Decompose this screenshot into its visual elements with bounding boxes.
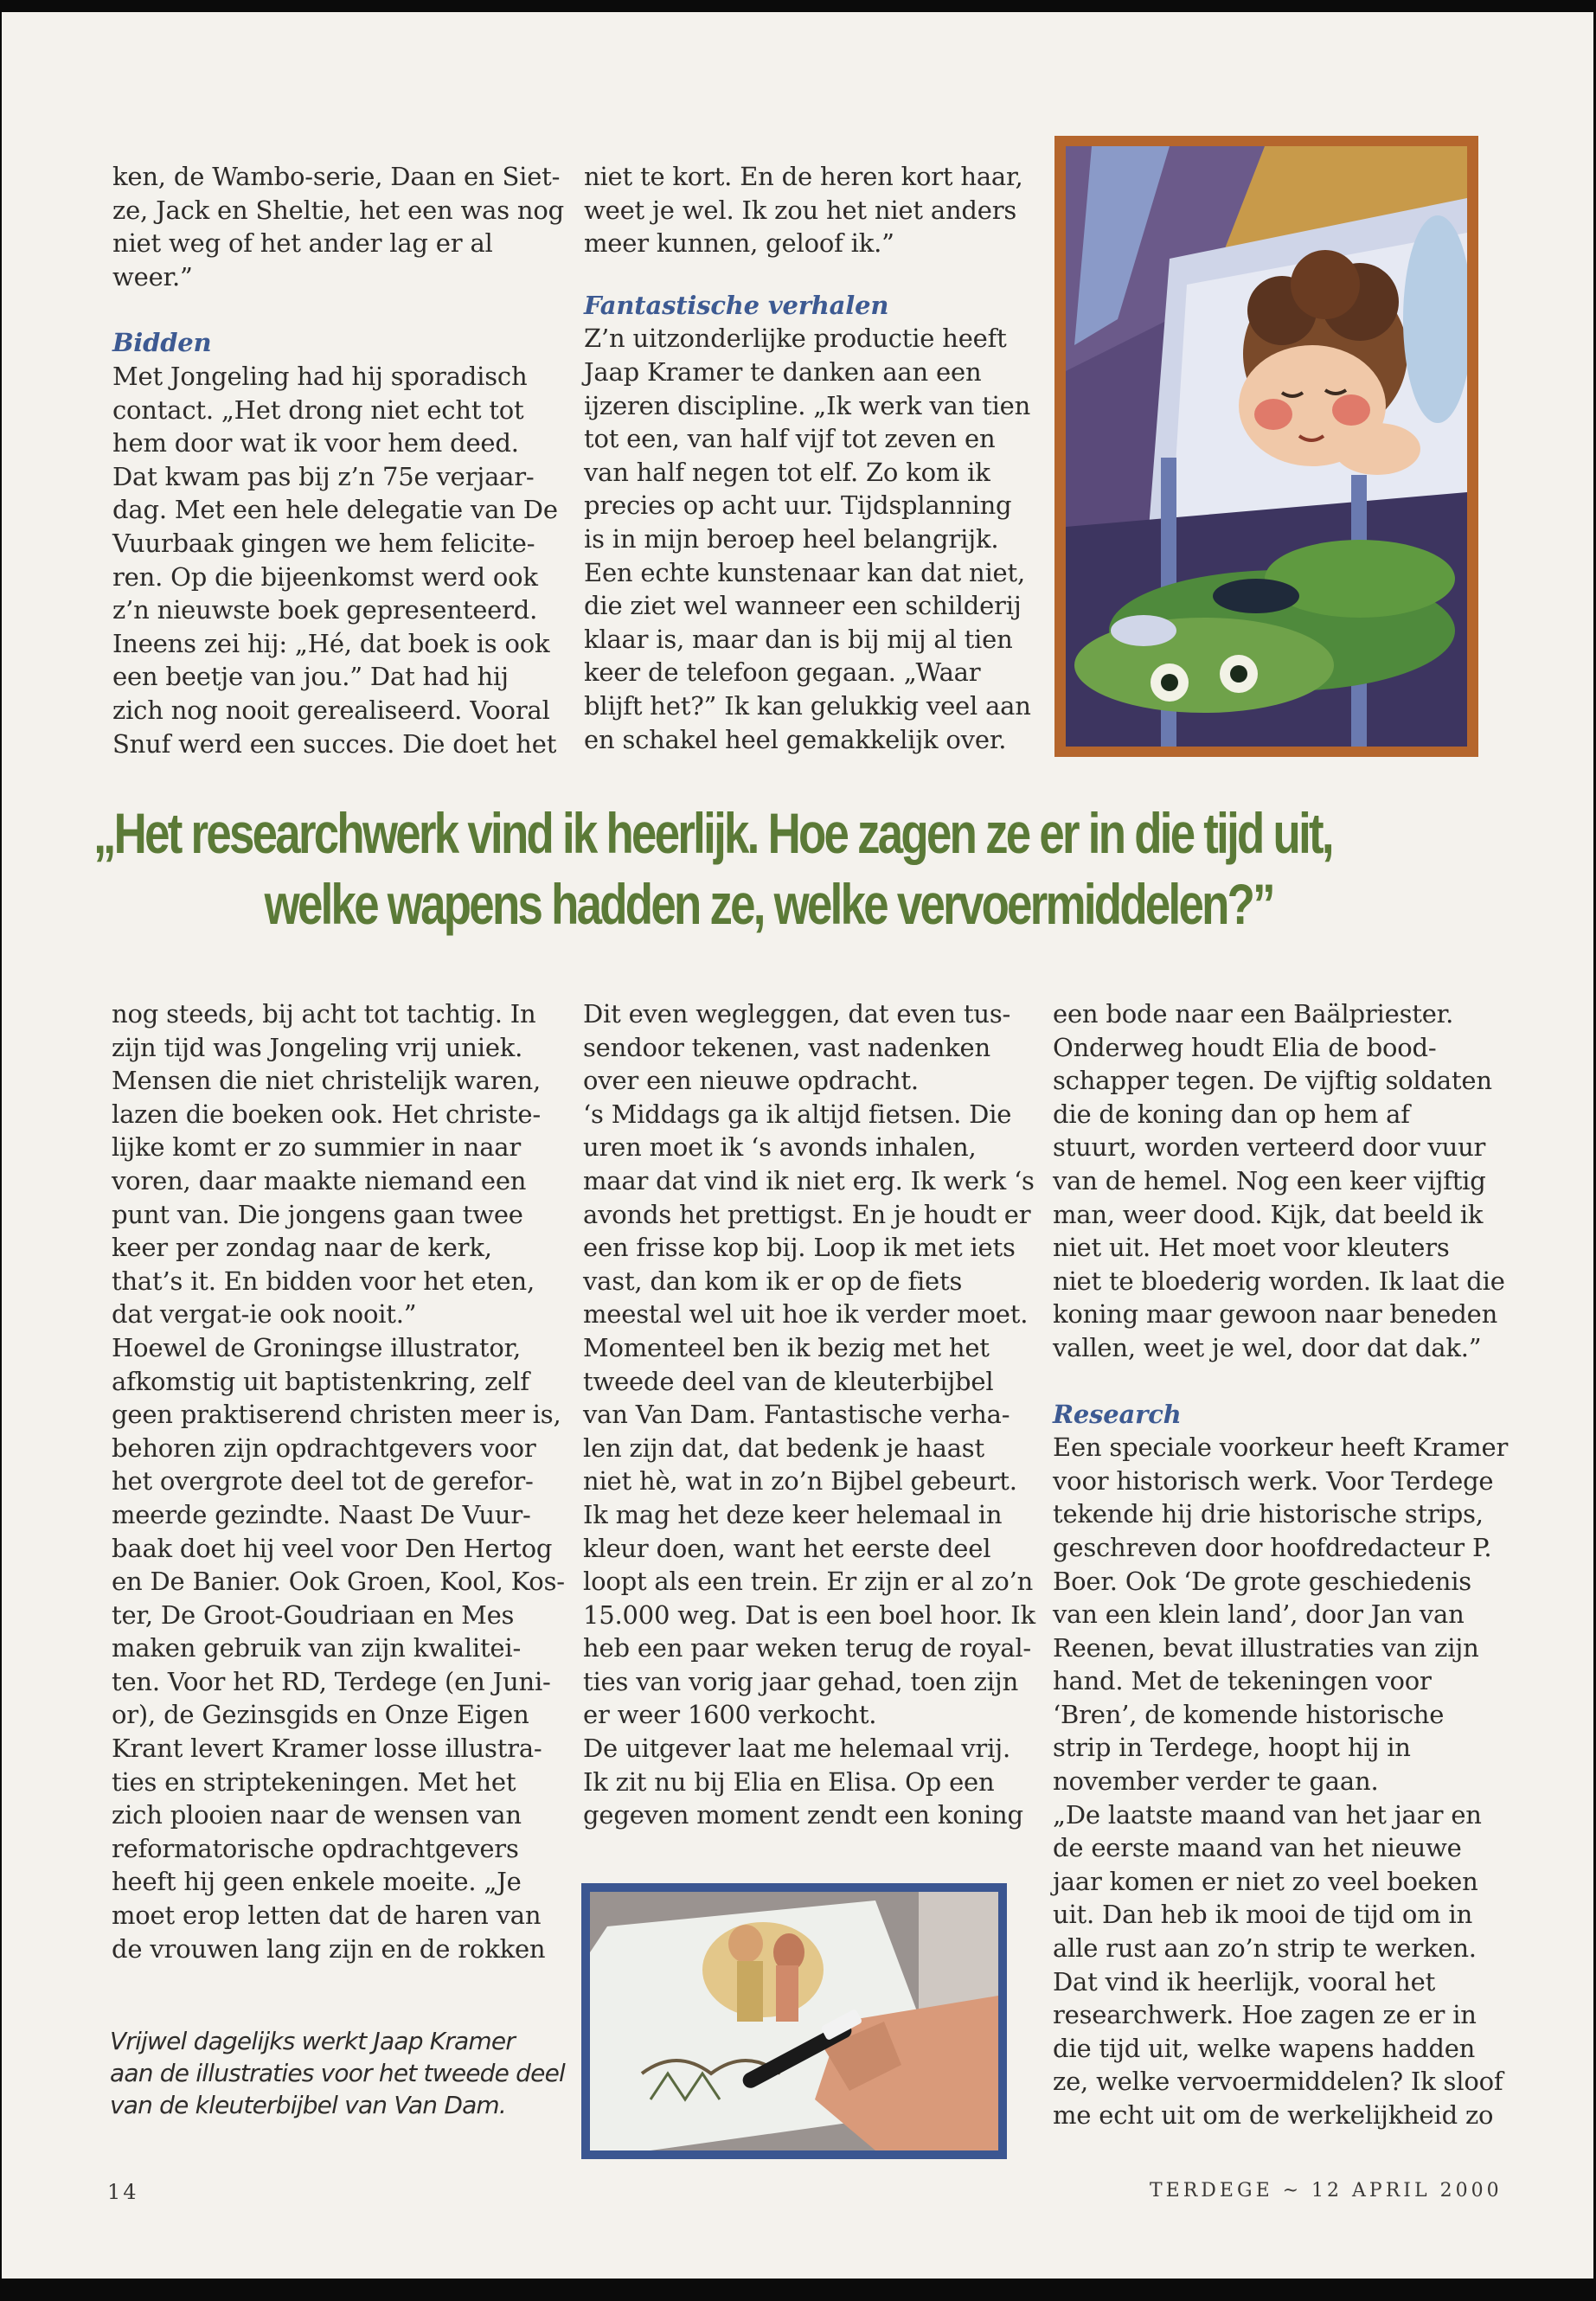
text-line: de vrouwen lang zijn en de rokken: [112, 1933, 546, 1964]
text-line: Een speciale voorkeur heeft Kramer: [1053, 1433, 1509, 1463]
text-line: er weer 1600 verkocht.: [583, 1700, 877, 1730]
text-line: gegeven moment zendt een koning: [583, 1800, 1023, 1830]
heading-fantastische-verhalen: Fantastische verhalen: [584, 290, 889, 320]
text-line: niet weg of het ander lag er al: [112, 228, 493, 259]
text-line: meestal wel uit hoe ik verder moet.: [583, 1299, 1029, 1330]
text-line: ties en striptekeningen. Met het: [112, 1766, 516, 1797]
text-line: van Van Dam. Fantastische verha-: [583, 1400, 1010, 1430]
pull-quote-line-1: „Het researchwerk vind ik heerlijk. Hoe zagen ze er in die tijd uit,: [93, 801, 1332, 865]
text-line: die ziet wel wanneer een schilderij: [584, 591, 1022, 621]
magazine-page: [2, 12, 1593, 2279]
hand-drawing-photo: [590, 1892, 998, 2150]
text-line: loopt als een trein. Er zijn er al zo’n: [583, 1567, 1034, 1597]
text-line: ten. Voor het RD, Terdege (en Juni-: [112, 1666, 551, 1696]
text-line: ter, De Groot-Goudriaan en Mes: [112, 1599, 515, 1630]
text-line: een beetje van jou.” Dat had hij: [112, 662, 509, 692]
text-line: precies op acht uur. Tijdsplanning: [584, 490, 1012, 521]
text-line: ze, welke vervoermiddelen? Ik sloof: [1053, 2067, 1503, 2097]
text-line: hem door wat ik voor hem deed.: [112, 428, 519, 458]
text-line: en schakel heel gemakkelijk over.: [584, 724, 1007, 754]
sleeping-boy-drawing: [1066, 146, 1467, 747]
text-line: punt van. Die jongens gaan twee: [112, 1199, 523, 1229]
text-line: blijft het?” Ik kan gelukkig veel aan: [584, 690, 1031, 721]
text-line: heeft hij geen enkele moeite. „Je: [112, 1867, 522, 1897]
text-line: ‘Bren’, de komende historische: [1053, 1699, 1445, 1729]
column-2-top: [584, 160, 1031, 756]
text-line: Een echte kunstenaar kan dat niet,: [584, 557, 1025, 587]
text-line: ties van vorig jaar gehad, toen zijn: [583, 1666, 1019, 1696]
text-line: tot een, van half vijf tot zeven en: [584, 424, 996, 454]
text-line: lazen die boeken ook. Het christe-: [112, 1099, 541, 1129]
text-line: uren moet ik ‘s avonds inhalen,: [583, 1132, 977, 1163]
text-line: dag. Met een hele delegatie van De: [112, 495, 558, 525]
text-line: niet uit. Het moet voor kleuters: [1053, 1233, 1450, 1263]
text-line: die de koning dan op hem af: [1053, 1099, 1410, 1129]
text-line: is in mijn beroep heel belangrijk.: [584, 523, 999, 554]
text-line: De uitgever laat me helemaal vrij.: [583, 1734, 1010, 1764]
text-line: koning maar gewoon naar beneden: [1053, 1299, 1498, 1330]
text-line: Dit even wegleggen, dat even tus-: [583, 999, 1011, 1029]
heading-research: Research: [1053, 1399, 1182, 1429]
text-line: stuurt, worden verteerd door vuur: [1053, 1132, 1486, 1163]
text-line: Jaap Kramer te danken aan een: [584, 356, 982, 387]
text-line: over een nieuwe opdracht.: [583, 1066, 919, 1096]
text-line: strip in Terdege, hoopt hij in: [1053, 1733, 1411, 1763]
text-line: maar dat vind ik niet erg. Ik werk ‘s: [583, 1165, 1035, 1195]
column-1-top: [112, 160, 564, 760]
text-line: Dat vind ik heerlijk, vooral het: [1053, 1966, 1436, 1997]
text-line: zijn tijd was Jongeling vrij uniek.: [112, 1032, 523, 1062]
text-line: een frisse kop bij. Loop ik met iets: [583, 1233, 1016, 1263]
text-line: avonds het prettigst. En je houdt er: [583, 1199, 1031, 1229]
text-line: behoren zijn opdrachtgevers voor: [112, 1433, 536, 1463]
text-line: geschreven door hoofdredacteur P.: [1053, 1532, 1492, 1562]
page-number: 14: [107, 2180, 139, 2204]
heading-bidden: Bidden: [112, 328, 212, 358]
text-line: reformatorische opdrachtgevers: [112, 1833, 519, 1863]
text-line: voor historisch werk. Voor Terdege: [1053, 1465, 1494, 1496]
text-line: researchwerk. Hoe zagen ze er in: [1053, 2000, 1477, 2030]
text-line: Met Jongeling had hij sporadisch: [112, 361, 528, 391]
text-line: ijzeren discipline. „Ik werk van tien: [584, 390, 1031, 420]
caption-line: van de kleuterbijbel van Van Dam.: [110, 2091, 507, 2119]
text-line: Krant levert Kramer losse illustra-: [112, 1734, 542, 1764]
text-line: niet hè, wat in zo’n Bijbel gebeurt.: [583, 1466, 1017, 1497]
column-3-bottom: [1053, 997, 1508, 2132]
column-1-bottom: [112, 997, 565, 1965]
text-line: moet erop letten dat de haren van: [112, 1900, 542, 1931]
text-line: lijke komt er zo summier in naar: [112, 1132, 522, 1163]
text-line: zich nog nooit gerealiseerd. Vooral: [112, 695, 550, 725]
text-line: man, weer dood. Kijk, dat beeld ik: [1053, 1199, 1484, 1229]
text-line: schapper tegen. De vijftig soldaten: [1053, 1066, 1492, 1096]
text-line: Snuf werd een succes. Die doet het: [112, 728, 557, 759]
text-line: Onderweg houdt Elia de bood-: [1053, 1032, 1437, 1062]
text-line: het overgrote deel tot de gerefor-: [112, 1466, 534, 1497]
caption-line: aan de illustraties voor het tweede deel: [110, 2059, 565, 2087]
text-line: ze, Jack en Sheltie, het een was nog: [112, 195, 565, 225]
text-line: die tijd uit, welke wapens hadden: [1053, 2033, 1476, 2063]
text-line: de eerste maand van het nieuwe: [1053, 1833, 1462, 1863]
text-line: „De laatste maand van het jaar en: [1053, 1799, 1482, 1830]
text-line: zich plooien naar de wensen van: [112, 1800, 522, 1830]
text-line: klaar is, maar dan is bij mij al tien: [584, 624, 1013, 654]
text-line: niet te kort. En de heren kort haar,: [584, 162, 1023, 191]
text-line: Hoewel de Groningse illustrator,: [112, 1332, 522, 1362]
text-line: weer.”: [112, 261, 193, 292]
text-line: vallen, weet je wel, door dat dak.”: [1053, 1332, 1482, 1362]
text-line: len zijn dat, dat bedenk je haast: [583, 1433, 984, 1463]
text-line: Boer. Ook ‘De grote geschiedenis: [1053, 1566, 1471, 1596]
text-line: tweede deel van de kleuterbijbel: [583, 1366, 994, 1396]
text-line: meerde gezindte. Naast De Vuur-: [112, 1499, 531, 1529]
photo-hand-drawing: [581, 1883, 1007, 2159]
text-line: me echt uit om de werkelijkheid zo: [1053, 2100, 1494, 2130]
text-line: Z’n uitzonderlijke productie heeft: [584, 324, 1007, 354]
illustration-sleeping-boy: [1054, 136, 1478, 757]
text-line: kleur doen, want het eerste deel: [583, 1533, 991, 1563]
text-line: Ik mag het deze keer helemaal in: [583, 1499, 1003, 1529]
text-line: ken, de Wambo-serie, Daan en Siet-: [112, 162, 561, 191]
text-line: baak doet hij veel voor Den Hertog: [112, 1533, 553, 1563]
text-line: keer de telefoon gegaan. „Waar: [584, 657, 981, 688]
text-line: dat vergat-ie ook nooit.”: [112, 1299, 417, 1330]
text-line: van de hemel. Nog een keer vijftig: [1053, 1165, 1486, 1195]
text-line: ‘s Middags ga ik altijd fietsen. Die: [583, 1099, 1012, 1129]
text-line: alle rust aan zo’n strip te werken.: [1053, 1933, 1477, 1964]
text-line: vast, dan kom ik er op de fiets: [583, 1266, 963, 1296]
pull-quote-line-2: welke wapens hadden ze, welke vervoermiddelen?”: [264, 872, 1273, 936]
text-line: Dat kwam pas bij z’n 75e verjaar-: [112, 461, 535, 491]
text-line: meer kunnen, geloof ik.”: [584, 228, 894, 259]
text-line: Reenen, bevat illustraties van zijn: [1053, 1632, 1479, 1663]
text-line: ren. Op die bijeenkomst werd ook: [112, 561, 538, 592]
text-line: nog steeds, bij acht tot tachtig. In: [112, 999, 536, 1029]
caption-line: Vrijwel dagelijks werkt Jaap Kramer: [110, 2027, 516, 2055]
text-line: van half negen tot elf. Zo kom ik: [584, 457, 990, 487]
text-line: afkomstig uit baptistenkring, zelf: [112, 1366, 529, 1396]
text-line: niet te bloederig worden. Ik laat die: [1053, 1266, 1505, 1296]
text-line: geen praktiserend christen meer is,: [112, 1400, 561, 1430]
text-line: en De Banier. Ook Groen, Kool, Kos-: [112, 1567, 565, 1597]
text-line: z’n nieuwste boek gepresenteerd.: [112, 595, 538, 625]
text-line: heb een paar weken terug de royal-: [583, 1633, 1032, 1663]
photo-caption: [110, 2025, 565, 2121]
publication-footer: TERDEGE ~ 12 APRIL 2000: [1150, 2180, 1503, 2202]
text-line: weet je wel. Ik zou het niet anders: [584, 195, 1017, 225]
text-line: tekende hij drie historische strips,: [1053, 1499, 1484, 1529]
text-line: Ik zit nu bij Elia en Elisa. Op een: [583, 1766, 995, 1797]
pull-quote: [93, 798, 1332, 939]
text-line: Vuurbaak gingen we hem felicite-: [112, 528, 535, 558]
text-line: contact. „Het drong niet echt tot: [112, 394, 524, 425]
text-line: Momenteel ben ik bezig met het: [583, 1332, 990, 1362]
text-line: uit. Dan heb ik mooi de tijd om in: [1053, 1900, 1473, 1930]
text-line: keer per zondag naar de kerk,: [112, 1233, 492, 1263]
text-line: jaar komen er niet zo veel boeken: [1053, 1866, 1478, 1896]
text-line: november verder te gaan.: [1053, 1766, 1379, 1797]
text-line: Mensen die niet christelijk waren,: [112, 1066, 541, 1096]
text-line: maken gebruik van zijn kwalitei-: [112, 1633, 522, 1663]
text-line: or), de Gezinsgids en Onze Eigen: [112, 1700, 529, 1730]
text-line: that’s it. En bidden voor het eten,: [112, 1266, 535, 1296]
text-line: voren, daar maakte niemand een: [112, 1165, 527, 1195]
text-line: hand. Met de tekeningen voor: [1053, 1666, 1432, 1696]
text-line: sendoor tekenen, vast nadenken: [583, 1032, 990, 1062]
text-line: Ineens zei hij: „Hé, dat boek is ook: [112, 628, 550, 658]
text-line: een bode naar een Baälpriester.: [1053, 999, 1454, 1029]
column-2-bottom: [583, 997, 1035, 1832]
text-line: van een klein land’, door Jan van: [1053, 1599, 1465, 1630]
text-line: 15.000 weg. Dat is een boel hoor. Ik: [583, 1599, 1035, 1630]
